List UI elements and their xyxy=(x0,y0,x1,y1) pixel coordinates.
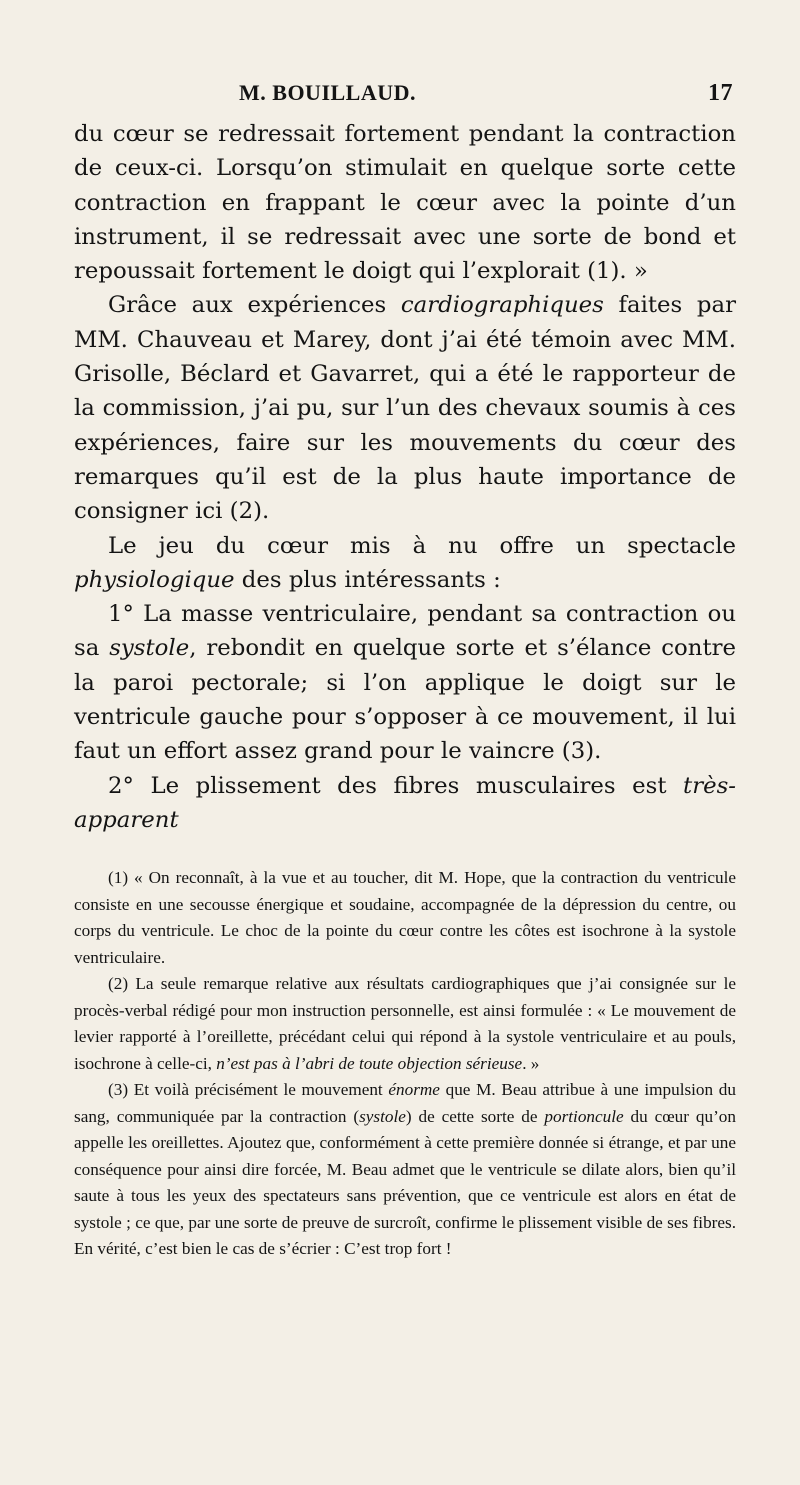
paragraph-3-text-a: Le jeu du cœur mis à nu offre un spectacle xyxy=(108,532,736,559)
paragraph-3 xyxy=(74,529,736,598)
footnote-3 xyxy=(74,1077,736,1263)
running-header xyxy=(239,80,733,107)
footnote-2-text-c: . » xyxy=(522,1053,540,1073)
paragraph-2-italic: cardiographiques xyxy=(400,292,604,319)
footnote-2-italic: n’est pas à l’abri de toute objection sérieuse xyxy=(216,1053,523,1073)
paragraph-4-text-c: , rebondit en quelque sorte et s’élance contre la paroi pectorale; si l’on applique le doigt sur le ventricule gauche pour s’opposer à ce mouvement, il lui faut un effort assez grand pour le vaincre (3). xyxy=(74,635,736,765)
footnote-2 xyxy=(74,971,736,1077)
footnote-1: (1) « On reconnaît, à la vue et au toucher, dit M. Hope, que la contraction du ventricule consiste en une secousse énergique et soudaine, accompagnée de la dépression du centre, ou corps du ventricule. Le choc de la pointe du cœur contre les côtes est isochrone à la systole ventriculaire. xyxy=(74,868,736,967)
paragraph-4 xyxy=(74,597,736,768)
main-text xyxy=(74,117,736,837)
footnote-3-text-a: (3) Et voilà précisément le mouvement xyxy=(108,1080,389,1100)
footnote-3-italic-f: portioncule xyxy=(544,1106,624,1126)
paragraph-5-text-a: 2° Le plissement des fibres musculaires est xyxy=(108,772,684,799)
footnote-3-text-e: ) de cette sorte de xyxy=(405,1106,545,1126)
footnote-3-text-g: du cœur qu’on appelle les oreillettes. Ajoutez que, conformément à cette première donnée si étrange, et par une conséquence pour ainsi dire forcée, M. Beau admet que le ventricule se dilate alors, bien qu’il saute à tous les yeux des spectateurs sans prévention, que ce ventricule est alors en état de systole ; ce que, par une sorte de preuve de surcroît, confirme le plissement visible de ses fibres. En vérité, c’est bien le cas de s’écrier : C’est trop fort ! xyxy=(74,1106,736,1259)
footnote-3-text-c: que M. Beau attribue à une impulsion du sang, communiquée par la contraction ( xyxy=(74,1080,736,1126)
footnote-3-italic-a: énorme xyxy=(388,1080,440,1100)
paragraph-3-italic: physiologique xyxy=(74,566,235,593)
paragraph-3-text-c: des plus intéressants : xyxy=(234,566,501,593)
paragraph-5-italic: très-apparent xyxy=(74,772,736,833)
footnotes xyxy=(74,865,736,1263)
paragraph-4-italic: systole xyxy=(109,635,190,662)
paragraph-2-text-a: Grâce aux expériences xyxy=(108,292,401,319)
paragraph-5 xyxy=(74,769,736,838)
header-title: M. BOUILLAUD. xyxy=(239,80,417,105)
paragraph-4-text-a: 1° La masse ventriculaire, pendant sa contraction ou sa xyxy=(74,601,736,662)
footnote-3-italic-d: systole xyxy=(359,1106,406,1126)
footnote-2-text-a: (2) La seule remarque relative aux résultats cardiographiques que j’ai consignée sur le procès-verbal rédigé pour mon instruction personnelle, est ainsi formulée : « Le mouvement de levier rapporté à l’oreillette, précédant celui qui répond à la systole ventriculaire et au pouls, isochrone à celle-ci, xyxy=(74,974,736,1073)
paragraph-1: du cœur se redressait fortement pendant la contraction de ceux-ci. Lorsqu’on stimulait en quelque sorte cette contraction en frappant le cœur avec la pointe d’un instrument, il se redressait avec une sorte de bond et repoussait fortement le doigt qui l’explorait (1). » xyxy=(74,121,736,285)
page-number: 17 xyxy=(708,80,733,106)
paragraph-2 xyxy=(74,288,736,528)
paragraph-2-text-c: faites par MM. Chauveau et Marey, dont j’ai été témoin avec MM. Grisolle, Béclard et Gavarret, qui a été le rapporteur de la commission, j’ai pu, sur l’un des chevaux soumis à ces expériences, faire sur les mouvements du cœur des remarques qu’il est de la plus haute importance de consigner ici (2). xyxy=(74,292,736,525)
